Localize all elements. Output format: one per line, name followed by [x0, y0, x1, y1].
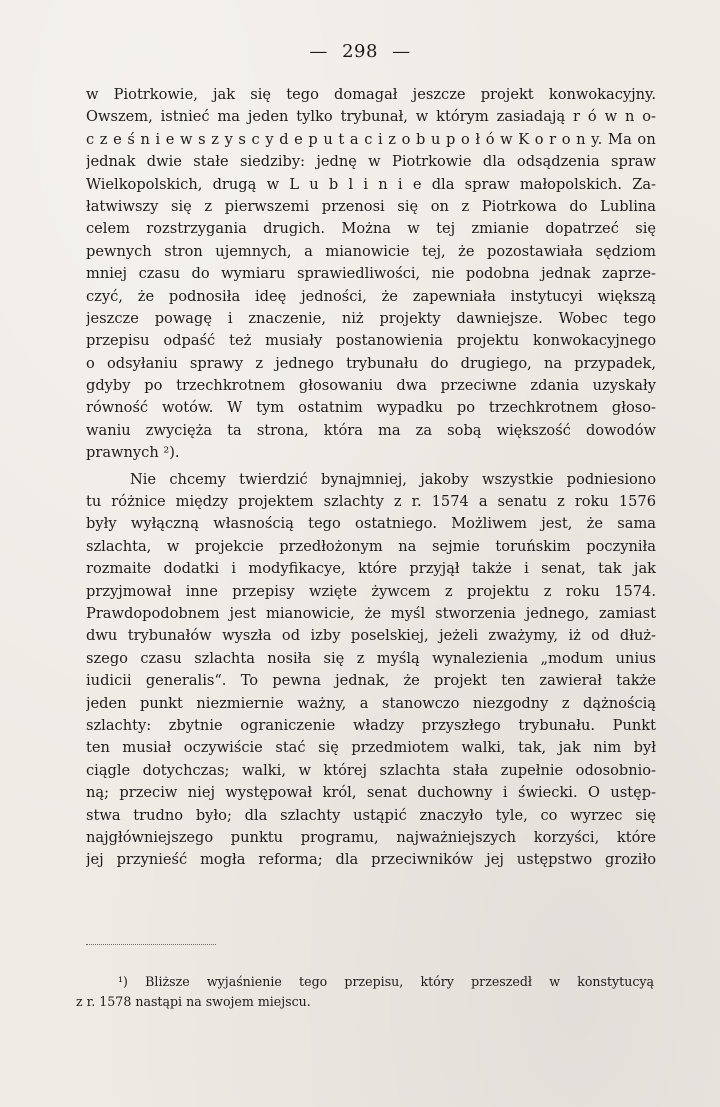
text-line: przyjmował inne przepisy wzięte żywcem z projektu z roku 1574. [86, 582, 656, 600]
header-dash-right: — [392, 41, 411, 62]
text-line: o odsyłaniu sprawy z jednego trybunału do drugiego, na przypadek, [86, 354, 656, 372]
text-line: szlachty: zbytnie ograniczenie władzy przyszłego trybunału. Punkt [86, 716, 656, 734]
text-line: były wyłączną własnością tego ostatniego. Możliwem jest, że sama [86, 515, 656, 533]
text-line: prawnych ²). [86, 444, 180, 462]
text-line: tu różnice między projektem szlachty z r. 1574 a senatu z roku 1576 [86, 493, 656, 511]
footnote-line: z r. 1578 nastąpi na swojem miejscu. [76, 994, 311, 1009]
text-line: rozmaite dodatki i modyfikacye, które przyjął także i senat, tak jak [86, 560, 656, 578]
text-line: czyć, że podnosiła ideę jedności, że zapewniała instytucyi większą [86, 287, 656, 305]
text-line: ten musiał oczywiście stać się przedmiotem walki, tak, jak nim był [86, 739, 656, 757]
text-line: gdyby po trzechkrotnem głosowaniu dwa przeciwne zdania uzyskały [86, 377, 656, 395]
header-dash-left: — [309, 41, 328, 62]
text-line: mniej czasu do wymiaru sprawiedliwości, nie podobna jednak zaprze- [86, 265, 656, 283]
text-line: dwu trybunałów wyszła od izby poselskiej, jeżeli zważymy, iż od dłuż- [86, 627, 656, 645]
text-line: łatwiwszy się z pierwszemi przenosi się on z Piotrkowa do Lublina [86, 197, 656, 215]
text-line: szego czasu szlachta nosiła się z myślą wynalezienia „modum unius [86, 649, 656, 667]
text-line: stwa trudno było; dla szlachty ustąpić znaczyło tyle, co wyrzec się [86, 806, 656, 824]
text-line: waniu zwycięża ta strona, która ma za sobą większość dowodów [86, 421, 656, 439]
text-line: Owszem, istnieć ma jeden tylko trybunał, w którym zasiadają r ó w n o- [86, 108, 656, 126]
text-line: pewnych stron ujemnych, a mianowicie tej, że pozostawiała sędziom [86, 242, 656, 260]
text-line: c z e ś n i e w s z y s c y d e p u t a c i z o b u p o ł ó w K o r o n y. Ma on [86, 130, 656, 148]
text-line: jej przynieść mogła reforma; dla przeciwników jej ustępstwo groziło [86, 851, 656, 869]
text-line: w Piotrkowie, jak się tego domagał jeszcze projekt konwokacyjny. [86, 86, 656, 103]
text-line: Wielkopolskich, drugą w L u b l i n i e dla spraw małopolskich. Za- [86, 175, 656, 193]
text-line: przepisu odpaść też musiały postanowienia projektu konwokacyjnego [86, 332, 656, 350]
text-line: Prawdopodobnem jest mianowicie, że myśl stworzenia jednego, zamiast [86, 604, 656, 622]
body-text [86, 84, 656, 872]
text-line: Nie chcemy twierdzić bynajmniej, jakoby wszystkie podniesiono [130, 470, 656, 488]
page-number: 298 [342, 41, 378, 62]
footnote-line: ¹) Bliższe wyjaśnienie tego przepisu, który przeszedł w konstytucyą [118, 974, 654, 989]
text-line: ną; przeciw niej występował król, senat duchowny i świecki. O ustęp- [86, 784, 656, 802]
paragraph-2 [86, 469, 656, 872]
text-line: równość wotów. W tym ostatnim wypadku po trzechkrotnem głoso- [86, 399, 656, 417]
page-header [0, 40, 720, 64]
text-line: szlachta, w projekcie przedłożonym na sejmie toruńskim poczyniła [86, 537, 656, 555]
text-line: jeszcze powagę i znaczenie, niż projekty dawniejsze. Wobec tego [86, 309, 656, 327]
footnote [76, 972, 654, 1012]
text-line: jeden punkt niezmiernie ważny, a stanowczo niezgodny z dążnością [86, 694, 656, 712]
text-line: jednak dwie stałe siedziby: jednę w Piotrkowie dla odsądzenia spraw [86, 153, 656, 171]
footnote-divider [86, 944, 216, 945]
text-line: najgłówniejszego punktu programu, najważniejszych korzyści, które [86, 828, 656, 846]
text-line: iudicii generalis“. To pewna jednak, że projekt ten zawierał także [86, 672, 656, 690]
text-line: celem rozstrzygania drugich. Można w tej zmianie dopatrzeć się [86, 220, 656, 238]
paragraph-1 [86, 84, 656, 465]
text-line: ciągle dotychczas; walki, w której szlachta stała zupełnie odosobnio- [86, 761, 656, 779]
